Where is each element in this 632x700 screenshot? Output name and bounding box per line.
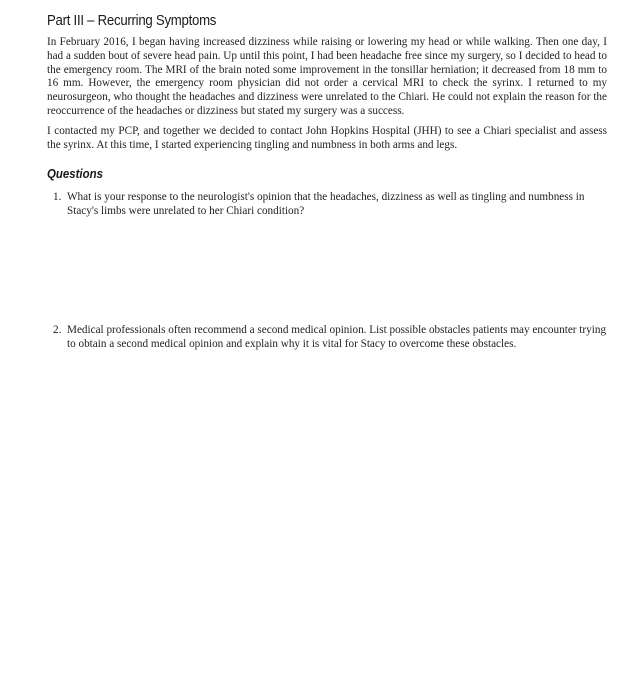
question-2 bbox=[53, 324, 607, 352]
question-1-text: What is your response to the neurologist's opinion that the headaches, dizziness as well as tingling and numbness in Stacy's limbs were unrelated to her Chiari condition? bbox=[67, 191, 585, 218]
question-2-text: Medical professionals often recommend a second medical opinion. List possible obstacles patients may encounter trying to obtain a second medical opinion and explain why it is vital for Stacy to overcome these obstacles. bbox=[67, 323, 607, 350]
document-page bbox=[47, 12, 607, 352]
question-2-number: 2. bbox=[53, 323, 62, 336]
questions-heading: Questions bbox=[47, 166, 103, 182]
question-1-number: 1. bbox=[53, 191, 62, 204]
paragraph-1: In February 2016, I began having increased dizziness while raising or lowering my head or while walking. Then one day, I had a sudden bout of severe head pain. Up until this point, I had been headache free since my surgery, so I decided to head to the emergency room. The MRI of the brain noted some improvement in the tonsillar herniation; it decreased from 18 mm to 16 mm. However, the emergency room physician did not order a cervical MRI to check the syrinx. I returned to my neurosurgeon, who thought the headaches and dizziness were unrelated to the Chiari. He could not explain the reason for the reoccurrence of the headaches or dizziness but stated my surgery was a success. bbox=[47, 36, 607, 117]
part-title: Part III – Recurring Symptoms bbox=[47, 12, 217, 29]
paragraph-2: I contacted my PCP, and together we decided to contact John Hopkins Hospital (JHH) to see a Chiari specialist and assess the syrinx. At this time, I started experiencing tingling and numbness in both arms and legs. bbox=[47, 124, 607, 151]
question-1 bbox=[53, 191, 607, 219]
